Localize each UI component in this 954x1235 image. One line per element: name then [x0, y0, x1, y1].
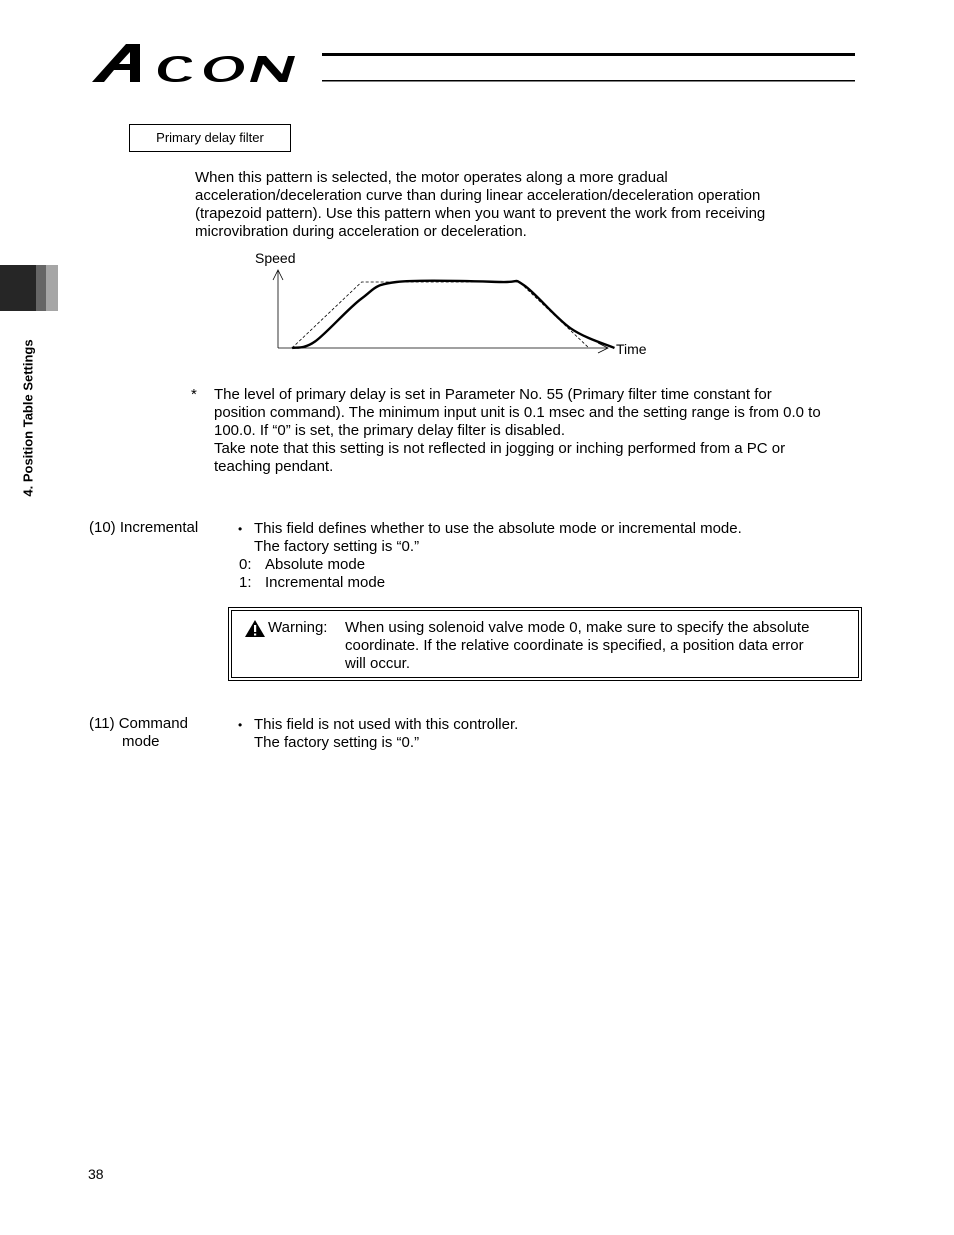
description-line: The factory setting is “0.” [254, 734, 420, 751]
option-text: Incremental mode [265, 574, 386, 591]
intro-paragraph [195, 169, 835, 241]
speed-time-chart [250, 248, 670, 360]
warning-label: Warning: [268, 619, 328, 636]
warning-icon [244, 619, 266, 638]
option-key: 0: [239, 556, 252, 573]
page-number: 38 [88, 1166, 104, 1182]
y-axis-label: Speed [255, 250, 296, 266]
trapezoid-reference-line [292, 282, 589, 348]
note-marker: * [191, 386, 197, 403]
note-line: Take note that this setting is not reflected in jogging or inching performed from a PC or [214, 440, 786, 457]
note-line: position command). The minimum input unit is 0.1 msec and the setting range is from 0.0 to [214, 404, 821, 421]
item-label-incremental: (10) Incremental [89, 519, 199, 536]
option-key: 1: [239, 574, 252, 591]
section-title-box: Primary delay filter [129, 124, 291, 152]
item10-description [254, 520, 742, 556]
warning-line: will occur. [345, 655, 411, 672]
acon-logo [88, 38, 858, 88]
description-line: This field defines whether to use the absolute mode or incremental mode. [254, 520, 742, 537]
chapter-tab-marker [0, 265, 58, 311]
warning-box [231, 610, 859, 678]
intro-line: acceleration/deceleration curve than during linear acceleration/deceleration operation [195, 187, 761, 204]
item-label-command-mode: (11) Command [89, 715, 188, 732]
note-line: The level of primary delay is set in Parameter No. 55 (Primary filter time constant for [214, 386, 772, 403]
note-line: 100.0. If “0” is set, the primary delay filter is disabled. [214, 422, 565, 439]
description-line: This field is not used with this controller. [254, 716, 519, 733]
note-line: teaching pendant. [214, 458, 334, 475]
x-axis-label: Time [616, 341, 647, 357]
warning-line: coordinate. If the relative coordinate is specified, a position data error [345, 637, 804, 654]
bullet: • [238, 718, 243, 732]
intro-line: (trapezoid pattern). Use this pattern when you want to prevent the work from receiving [195, 205, 766, 222]
item-label-command-mode-cont: mode [122, 733, 160, 750]
intro-line: When this pattern is selected, the motor operates along a more gradual [195, 169, 668, 186]
bullet: • [238, 522, 243, 536]
primary-delay-curve [292, 281, 614, 348]
item11-description [254, 716, 518, 752]
warning-line: When using solenoid valve mode 0, make sure to specify the absolute [345, 619, 810, 636]
intro-line: microvibration during acceleration or deceleration. [195, 223, 527, 240]
note-paragraph [214, 386, 844, 476]
description-line: The factory setting is “0.” [254, 538, 420, 555]
option-text: Absolute mode [265, 556, 366, 573]
warning-text [345, 619, 850, 673]
